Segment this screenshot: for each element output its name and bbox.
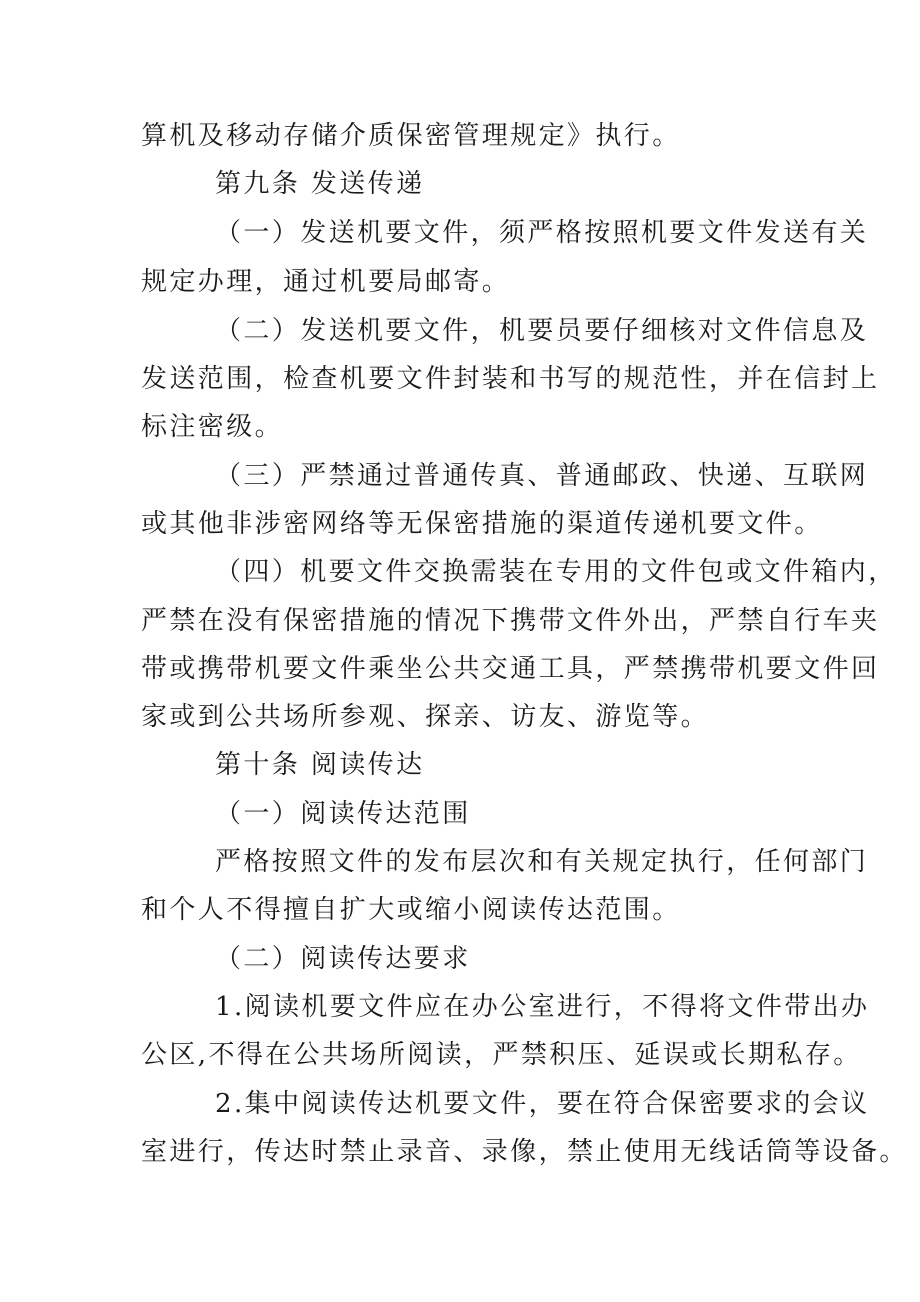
text-line: 和个人不得擅自扩大或缩小阅读传达范围。 [141, 895, 681, 925]
text-line: （一）发送机要文件，须严格按照机要文件发送有关 [215, 218, 869, 248]
text-line: 带或携带机要文件乘坐公共交通工具，严禁携带机要文件回 [141, 654, 880, 684]
text-line: 2.集中阅读传达机要文件，要在符合保密要求的会议 [215, 1089, 870, 1119]
text-line: 标注密级。 [141, 412, 284, 442]
text-line: 严格按照文件的发布层次和有关规定执行，任何部门 [215, 847, 869, 877]
text-line: （一）阅读传达范围 [215, 799, 471, 829]
text-line: 室进行，传达时禁止录音、录像，禁止使用无线话筒等设备。 [141, 1137, 908, 1167]
text-line: （三）严禁通过普通传真、普通邮政、快递、互联网 [215, 461, 869, 491]
text-line: 算机及移动存储介质保密管理规定》执行。 [141, 121, 681, 151]
text-line: 规定办理，通过机要局邮寄。 [141, 267, 511, 297]
text-line: （四）机要文件交换需装在专用的文件包或文件箱内， [215, 557, 897, 587]
text-line: 1.阅读机要文件应在办公室进行，不得将文件带出办 [215, 992, 870, 1022]
text-line: 严禁在没有保密措施的情况下携带文件外出，严禁自行车夹 [141, 606, 880, 636]
text-line: 发送范围，检查机要文件封装和书写的规范性，并在信封上 [141, 364, 880, 394]
article-heading: 第九条 发送传递 [215, 169, 425, 199]
text-line: 公区,不得在公共场所阅读，严禁积压、延误或长期私存。 [141, 1040, 862, 1070]
text-line: 或其他非涉密网络等无保密措施的渠道传递机要文件。 [141, 509, 823, 539]
text-line: （二）阅读传达要求 [215, 944, 471, 974]
text-line: 家或到公共场所参观、探亲、访友、游览等。 [141, 702, 710, 732]
article-heading: 第十条 阅读传达 [215, 750, 425, 780]
text-line: （二）发送机要文件，机要员要仔细核对文件信息及 [215, 316, 869, 346]
